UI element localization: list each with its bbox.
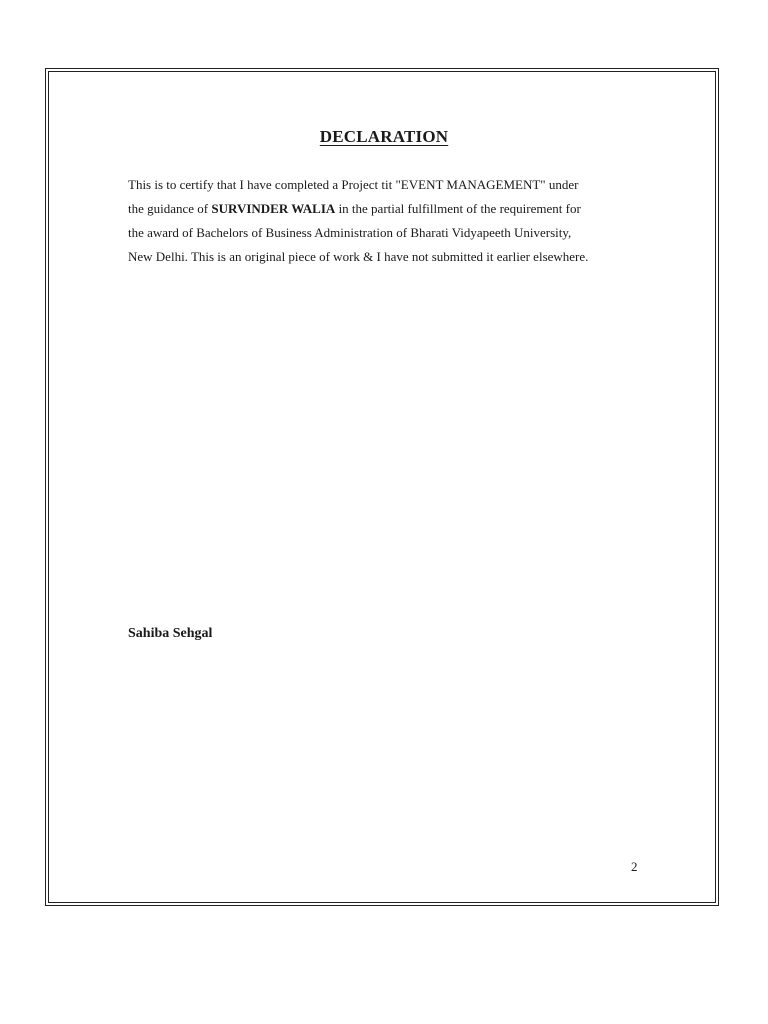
page-border [45,68,719,906]
declaration-line-2-start: the guidance of [128,201,212,216]
declaration-line-3: the award of Bachelors of Business Administration of Bharati Vidyapeeth University, [128,225,572,240]
page-number: 2 [631,859,638,874]
page-title: DECLARATION [319,127,449,146]
declaration-line-4: New Delhi. This is an original piece of work & I have not submitted it earlier elsewhere. [128,249,589,264]
declaration-line-2 [128,201,581,217]
declaration-line-1: This is to certify that I have completed a Project tit "EVENT MANAGEMENT" under [128,177,579,192]
guide-name: SURVINDER WALIA [211,201,336,216]
declaration-line-2-end: in the partial fulfillment of the requirement for [335,201,581,216]
signature-name: Sahiba Sehgal [128,626,213,641]
page-border-inner [48,71,716,903]
